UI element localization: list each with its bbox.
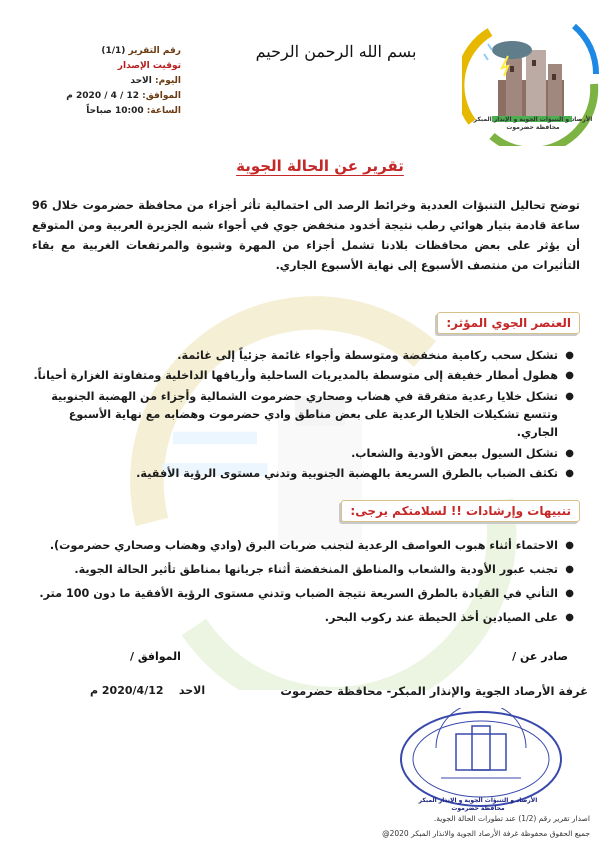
bullet-icon: ● (565, 350, 574, 361)
footer-copyright: جميع الحقوق محفوظة غرفة الأرصاد الجوية والانذار المبكر 2020@ (382, 829, 590, 838)
hour-value: 10:00 صباحاً (86, 106, 144, 116)
list-item (26, 536, 574, 556)
list-item-text: الاحتماء أثناء هبوب العواصف الرعدية لتجنب ضربات البرق (وادي وهضاب وصحاري حضرموت). (49, 539, 558, 552)
report-meta (36, 44, 181, 119)
list-item-text: تشكل خلايا رعدية متفرقة في هضاب وصحاري حضرموت الشمالية وأجزاء من الهضبة الجنوبية وتتسع تشكيلات الخلايا الرعدية على بعض مناطق وادي حضرموت وهضابه مع نهاية الأسبوع الجاري. (51, 390, 558, 439)
report-number (36, 44, 181, 59)
list-item (26, 444, 574, 464)
signature-date-label: الموافق / (130, 650, 181, 663)
list-item-text: هطول أمطار خفيفة إلى متوسطة بالمديريات الساحلية وأريافها الداخلية ومتفاوتة الغزارة أحياناً. (33, 369, 558, 382)
list-item (26, 560, 574, 580)
stamp-caption-line1: الأرصاد و التنبؤات الجوية و الإنذار المبكر (418, 797, 538, 804)
bullet-icon: ● (565, 564, 574, 575)
list-item (26, 346, 574, 366)
logo-caption-line1: الأرصاد و التنبؤات الجوية و الإنذار المبكر (473, 116, 593, 123)
signature-day: الاحد (178, 684, 206, 697)
list-item (26, 464, 574, 484)
signature-date (90, 684, 205, 697)
report-number-value: (1/1) (101, 46, 126, 56)
basmala: بسم الله الرحمن الرحيم (255, 42, 417, 61)
bullet-icon: ● (565, 448, 574, 459)
issued-by-label: صادر عن / (512, 650, 568, 663)
section2-heading: تنبيهات وإرشادات !! لسلامتكم يرجى: (341, 500, 580, 522)
list-item-text: التأني في القيادة بالطرق السريعة نتيجة الضباب وتدني مستوى الرؤية الأفقية ما دون 100 متر. (39, 587, 558, 600)
intro-paragraph: توضح تحاليل التنبؤات العددية وخرائط الرصد الى احتمالية تأثر أجزاء من محافظة حضرموت خلال 96 ساعة قادمة بتيار هوائي رطب نتيجة أخدود منخفض جوي في أجواء شبه الجزيرة العربية ومن المتوقع أن يؤثر على بعض محافظات بلادنا تشمل أجزاء من المهرة وشبوة والمرتفعات الغربية مع بقاء التأثيرات من منتصف الأسبوع إلى نهاية الأسبوع الجاري. (32, 199, 580, 272)
day-row: اليوم: الاحد (130, 76, 181, 86)
report-number-label: رقم التقرير (128, 46, 181, 56)
footer-note: اصدار تقرير رقم (1/2) عند تطورات الحالة الجوية. (433, 814, 590, 823)
list-item (26, 584, 574, 604)
logo-caption-line2: محافظة حضرموت (506, 124, 560, 131)
bullet-icon: ● (565, 370, 574, 381)
issuing-organization: غرفة الأرصاد الجوية والإنذار المبكر- محافظة حضرموت (280, 684, 588, 698)
bullet-icon: ● (565, 612, 574, 623)
report-title: تقرير عن الحالة الجوية (236, 157, 404, 175)
date-label: الموافق (145, 91, 181, 101)
bullet-icon: ● (565, 391, 574, 402)
section1-heading: العنصر الجوي المؤثر: (437, 312, 580, 334)
list-item (26, 366, 574, 386)
bullet-icon: ● (565, 540, 574, 551)
day-value: الاحد (130, 76, 152, 86)
date-row: الموافق: 12 / 4 / 2020 م (66, 91, 181, 101)
issue-time-label: توقيت الإصدار (117, 61, 181, 71)
list-item-text: تجنب عبور الأودية والشعاب والمناطق المنخفضة أثناء جريانها بمناطق تأثير الحالة الجوية. (74, 563, 558, 576)
stamp-caption (410, 797, 546, 813)
date-value: 12 / 4 / 2020 م (66, 91, 140, 101)
day-label: اليوم (158, 76, 181, 86)
list-item-text: تشكل السيول ببعض الأودية والشعاب. (351, 447, 558, 460)
section2-list (26, 536, 574, 628)
list-item-text: تشكل سحب ركامية منخفضة ومتوسطة وأجواء غائمة جزئياً إلى غائمة. (177, 349, 558, 362)
stamp-caption-line2: محافظة حضرموت (451, 805, 505, 812)
hour-row: الساعة: 10:00 صباحاً (86, 106, 181, 116)
bullet-icon: ● (565, 468, 574, 479)
logo-caption (472, 116, 594, 132)
bullet-icon: ● (565, 588, 574, 599)
list-item (26, 608, 574, 628)
section1-list (26, 346, 574, 484)
official-stamp-icon (396, 708, 566, 810)
hour-label: الساعة (150, 106, 181, 116)
signature-date-value: 2020/4/12 م (90, 684, 164, 697)
list-item-text: تكثف الضباب بالطرق السريعة بالهضبة الجنوبية وتدني مستوى الرؤية الأفقية. (136, 467, 558, 480)
list-item (26, 388, 574, 442)
list-item-text: على الصيادين أخذ الحيطة عند ركوب البحر. (324, 611, 558, 624)
